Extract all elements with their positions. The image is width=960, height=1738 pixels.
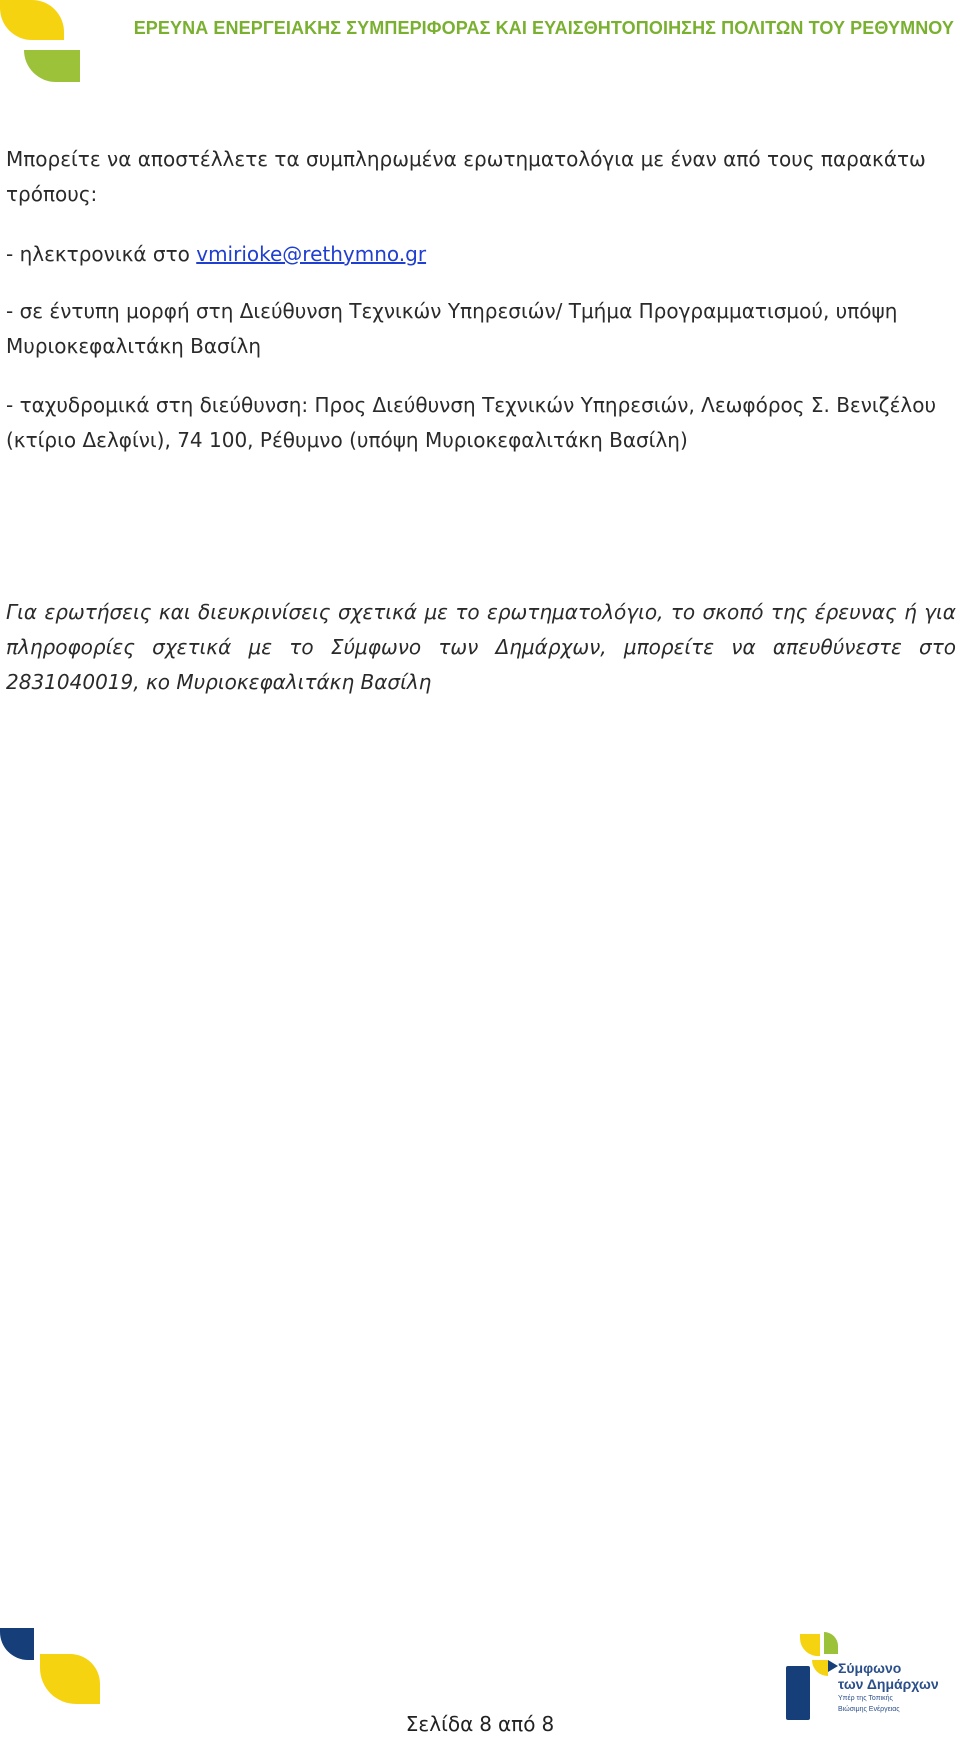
- page-word: Σελίδα: [405, 1712, 474, 1736]
- covenant-name-line1: Σύμφωνο: [838, 1660, 902, 1676]
- postal-delivery-paragraph: - ταχυδρομικά στη διεύθυνση: Προς Διεύθυνση Τεχνικών Υπηρεσιών, Λεωφόρος Σ. Βενιζέλου (κτίριο Δελφίνι), 74 100, Ρέθυμνο (υπόψη Μυριοκεφαλιτάκη Βασίλη): [6, 393, 937, 452]
- header-logo-icon: [0, 0, 92, 82]
- intro-paragraph: Μπορείτε να αποστέλλετε τα συμπληρωμένα ερωτηματολόγια με έναν από τους παρακάτω τρόπους:: [6, 147, 926, 206]
- email-paragraph: [6, 237, 956, 272]
- page-of: από: [498, 1712, 536, 1736]
- footer-logo-icon: [0, 1628, 110, 1712]
- email-link[interactable]: vmirioke@rethymno.gr: [196, 242, 427, 266]
- covenant-tagline-line1: Υπέρ της Τοπικής: [838, 1695, 893, 1702]
- header-title: ΕΡΕΥΝΑ ΕΝΕΡΓΕΙΑΚΗΣ ΣΥΜΠΕΡΙΦΟΡΑΣ ΚΑΙ ΕΥΑΙΣΘΗΤΟΠΟΙΗΣΗΣ ΠΟΛΙΤΩΝ ΤΟΥ ΡΕΘΥΜΝΟΥ: [133, 18, 954, 38]
- covenant-tagline-line2: Βιώσιμης Ενέργειας: [838, 1706, 900, 1713]
- paper-delivery-paragraph: - σε έντυπη μορφή στη Διεύθυνση Τεχνικών Υπηρεσιών/ Τμήμα Προγραμματισμού, υπόψη Μυριοκεφαλιτάκη Βασίλη: [6, 299, 898, 358]
- covenant-name-line2: των Δημάρχων: [838, 1676, 939, 1692]
- page-current: 8: [479, 1712, 492, 1736]
- email-prefix: - ηλεκτρονικά στο: [6, 242, 197, 266]
- page-total: 8: [541, 1712, 555, 1736]
- covenant-logo-text: [838, 1660, 958, 1714]
- contact-info-paragraph: Για ερωτήσεις και διευκρινίσεις σχετικά με το ερωτηματολόγιο, το σκοπό της έρευνας ή για πληροφορίες σχετικά με το Σύμφωνο των Δημάρχων, μπορείτε να απευθύνεστε στο 2831040019, κο Μυριοκεφαλιτάκη Βασίλη: [6, 600, 956, 694]
